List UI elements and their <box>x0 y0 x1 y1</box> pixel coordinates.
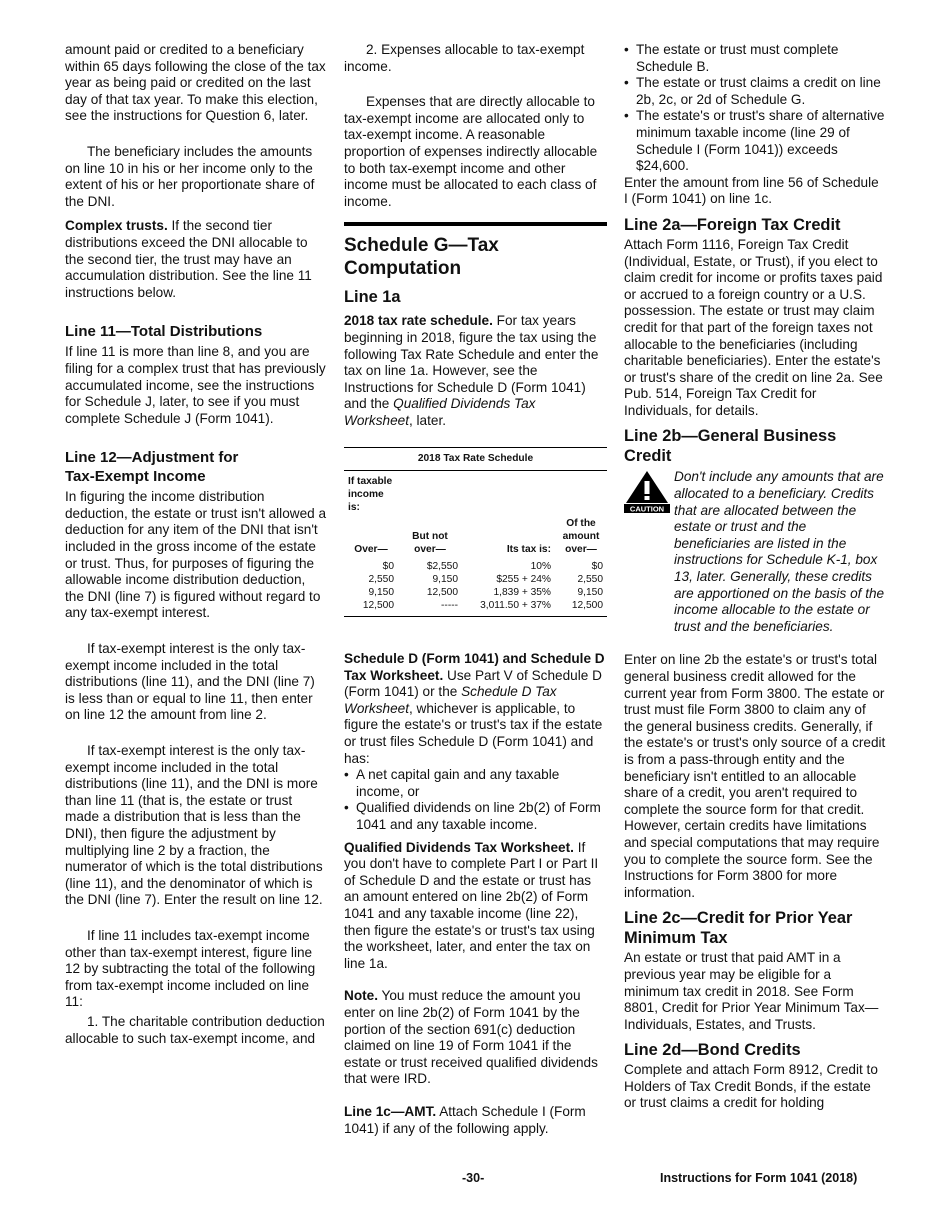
paragraph-text: For tax years beginning in 2018, figure the tax using the following Tax Rate Schedule and enter the tax on line 1a. However, see the Instructions for Schedule D (Form 1041) and the <box>344 313 599 412</box>
paragraph: Attach Form 1116, Foreign Tax Credit (Individual, Estate, or Trust), if you elect to claim credit for income or profits taxes paid or accrued to a foreign country or a U.S. possession. The estate or trust may claim credit for that part of the foreign taxes not allocable to the beneficiaries (including charitable beneficiaries). Enter the estate's or trust's share of the credit on line 2a. See Pub. 514, Foreign Tax Credit for Individuals, for details. <box>624 236 883 418</box>
paragraph <box>344 1104 607 1137</box>
caution-box <box>624 469 886 635</box>
section-divider <box>344 222 607 226</box>
paragraph <box>344 840 607 973</box>
table-row <box>344 599 607 617</box>
table-row <box>344 560 607 573</box>
paragraph <box>344 651 607 767</box>
paragraph: Enter the amount from line 56 of Schedule I (Form 1041) on line 1c. <box>624 174 879 207</box>
table-cell: 1,839 + 35% <box>493 587 551 599</box>
paragraph <box>344 313 607 429</box>
italic-text: Schedule D Tax Worksheet <box>344 684 557 716</box>
table-cell: $0 <box>591 561 603 573</box>
bullet-text: The estate's or trust's share of alternative minimum taxable income (line 29 of Schedule I (Form 1041)) exceeds $24,600. <box>636 108 885 174</box>
paragraph <box>344 988 607 1088</box>
table-cell: $2,550 <box>426 561 458 573</box>
run-in-heading: Qualified Dividends Tax Worksheet. <box>344 839 574 855</box>
table-cell: 2,550 <box>577 574 603 586</box>
table-cell: 9,150 <box>432 574 458 586</box>
paragraph: Complete and attach Form 8912, Credit to Holders of Tax Credit Bonds, if the estate or trust claims a credit for holding <box>624 1062 878 1111</box>
paragraph-text: , later. <box>408 412 446 428</box>
column-header: Over— <box>354 544 388 556</box>
table-cell: 12,500 <box>362 600 394 612</box>
heading-line-2a: Line 2a—Foreign Tax Credit <box>624 215 841 234</box>
run-in-heading: Complex trusts. <box>65 218 168 234</box>
bullet-item: • A net capital gain and any taxable income, or <box>344 767 607 800</box>
paragraph: The beneficiary includes the amounts on line 10 in his or her income only to the extent of his or her proportionate share of the DNI. <box>65 143 315 209</box>
paragraph-text: If the second tier distributions exceed the DNI allocable to the second tier, the trust may have an accumulation distribution. See the line 11 instructions below. <box>65 218 312 300</box>
paragraph: An estate or trust that paid AMT in a previous year may be eligible for a minimum tax credit in 2018. See Form 8801, Credit for Prior Year Minimum Tax—Individuals, Estates, and Trusts. <box>624 950 879 1032</box>
heading-schedule-g: Schedule G—Tax Computation <box>344 235 499 280</box>
bullet-text: Qualified dividends on line 2b(2) of Form 1041 and any taxable income. <box>356 800 601 833</box>
heading-line-2b: Line 2b—General Business Credit <box>624 427 837 466</box>
column-header: Its tax is: <box>506 544 551 556</box>
table-cell: $0 <box>382 561 394 573</box>
caution-text-content: Don't include any amounts that are allocated to a beneficiary. Credits that are allocated between the estate or trust and the beneficiaries are listed in the instructions for Schedule K-1, box 13, later. Generally, these credits are apportioned on the basis of the income allocable to the estate or trust and the beneficiaries. <box>674 469 885 634</box>
caution-icon <box>624 469 674 515</box>
table-cell: 12,500 <box>426 587 458 599</box>
paragraph: Enter on line 2b the estate's or trust's total general business credit allowed for the current year from Form 3800. The estate or trust must file Form 3800 to claim any of the general business credits. Generally, if the estate's or trust's only source of a credit is from a pass-through entity and the beneficiary isn't entitled to an allocable share of a credit, you aren't required to complete the source form for that credit. However, certain credits have limitations and special computations that may require you to complete the source form. See the Instructions for Form 3800 for more information. <box>624 652 886 900</box>
table-cell: 3,011.50 + 37% <box>480 600 551 612</box>
table-cell: 9,150 <box>577 587 603 599</box>
bullet-item: • The estate's or trust's share of alternative minimum taxable income (line 29 of Schedule I (Form 1041)) exceeds $24,600. <box>624 108 885 174</box>
paragraph: If line 11 includes tax-exempt income other than tax-exempt interest, figure line 12 by subtracting the total of the following from tax-exempt income included on line 11: <box>65 927 316 1010</box>
run-in-heading: Line 1c—AMT. <box>344 1103 437 1119</box>
table-cell: 10% <box>530 561 551 573</box>
heading-line-2c: Line 2c—Credit for Prior Year Minimum Tax <box>624 909 853 948</box>
page-number: -30- <box>462 1171 485 1185</box>
bullet-item: • The estate or trust claims a credit on line 2b, 2c, or 2d of Schedule G. <box>624 75 886 108</box>
run-in-heading: 2018 tax rate schedule. <box>344 313 493 329</box>
table-row <box>344 586 607 599</box>
column-2 <box>344 42 607 1137</box>
bullet-text: The estate or trust must complete Schedule B. <box>636 42 839 74</box>
paragraph-text: , whichever is applicable, to figure the estate's or trust's tax if the estate or trust files Schedule D (Form 1041) and has: <box>344 700 603 766</box>
paragraph: If tax-exempt interest is the only tax-exempt income included in the total distributions (line 11), and the DNI (line 7) is less than or equal to line 11, then enter on line 12 the amount from line 2. <box>65 641 315 723</box>
paragraph <box>65 218 327 301</box>
bullet-text: The estate or trust claims a credit on line 2b, 2c, or 2d of Schedule G. <box>636 75 881 107</box>
italic-text: Qualified Dividends Tax Worksheet <box>344 396 536 428</box>
run-in-heading: Schedule D (Form 1041) and Schedule D Tax Worksheet. <box>344 651 605 683</box>
warning-triangle-icon <box>624 469 670 513</box>
table-cell: $255 + 24% <box>496 574 551 586</box>
paragraph: Expenses that are directly allocable to tax-exempt income are allocated only to tax-exempt income. A reasonable proportion of expenses indirectly allocable to both tax-exempt income and other income must be allocated to each class of income. <box>344 94 598 209</box>
heading-line-2d: Line 2d—Bond Credits <box>624 1041 801 1060</box>
heading-line-11: Line 11—Total Distributions <box>65 323 263 341</box>
paragraph-text: If you don't have to complete Part I or Part II of Schedule D and the estate or trust has an amount entered on line 2b(2) of Form 1041 and any taxable income (line 22), then figure the estate's or trust's tax using the worksheet, later, and enter the tax on line 1a. <box>344 839 599 971</box>
list-item: 2. Expenses allocable to tax-exempt income. <box>344 42 585 74</box>
paragraph: In figuring the income distribution deduction, the estate or trust isn't allowed a deduction for any item of the DNI that isn't included in the gross income of the estate or trust. Thus, for purposes of figuring the allowable income distribution deduction, the DNI (line 7) is figured without regard to any tax-exempt interest. <box>65 489 327 621</box>
paragraph: amount paid or credited to a beneficiary within 65 days following the close of the tax year as being paid or credited on the last day of that tax year. To make this election, see the instructions for Question 6, later. <box>65 42 326 124</box>
paragraph: If tax-exempt interest is the only tax-exempt income included in the total distributions (line 11), and the DNI is more than line 11 (that is, the estate or trust made a distribution that is less than the DNI), then figure the adjustment by multiplying line 2 by a fraction, the numerator of which is the total distributions (line 11), and the denominator of which is the DNI (line 7). Enter the result on line 12. <box>65 743 323 908</box>
table-top-label: If taxable income is: <box>348 476 393 514</box>
document-title: Instructions for Form 1041 (2018) <box>660 1171 858 1185</box>
table-cell: 2,550 <box>368 574 394 586</box>
column-3 <box>624 42 886 1112</box>
caution-label: CAUTION <box>629 504 665 514</box>
heading-line-12: Line 12—Adjustment for Tax-Exempt Income <box>65 449 239 486</box>
list-item: 1. The charitable contribution deduction allocable to such tax-exempt income, and <box>65 1013 325 1046</box>
bullet-item: • Qualified dividends on line 2b(2) of Form 1041 and any taxable income. <box>344 800 607 833</box>
paragraph-text: Attach Schedule I (Form 1041) if any of the following apply. <box>344 1103 586 1136</box>
column-1 <box>65 42 327 1047</box>
column-header: Of the amount over— <box>562 518 600 556</box>
table-cell: 9,150 <box>368 587 394 599</box>
run-in-heading: Note. <box>344 988 378 1004</box>
bullet-item: • The estate or trust must complete Schedule B. <box>624 42 886 75</box>
paragraph: If line 11 is more than line 8, and you are filing for a complex trust that has previously accumulated income, see the instructions for Schedule J, later, to see if you must complete Schedule J (Form 1041). <box>65 344 326 426</box>
table-title: 2018 Tax Rate Schedule <box>344 447 607 472</box>
tax-rate-schedule <box>344 471 607 617</box>
table-cell: 12,500 <box>571 600 603 612</box>
paragraph-text: Use Part V of Schedule D (Form 1041) or the <box>344 667 602 700</box>
column-header: But not over— <box>412 531 448 556</box>
tax-rate-table <box>344 447 607 618</box>
table-cell: ----- <box>441 600 458 612</box>
caution-text <box>674 469 886 635</box>
heading-line-1a: Line 1a <box>344 288 401 307</box>
table-row <box>344 573 607 586</box>
bullet-text: A net capital gain and any taxable income, or <box>356 767 560 799</box>
paragraph-text: You must reduce the amount you enter on line 2b(2) of Form 1041 by the portion of the section 691(c) deduction claimed on line 19 of Form 1041 if the estate or trust received qualified dividends that were IRD. <box>344 988 598 1087</box>
